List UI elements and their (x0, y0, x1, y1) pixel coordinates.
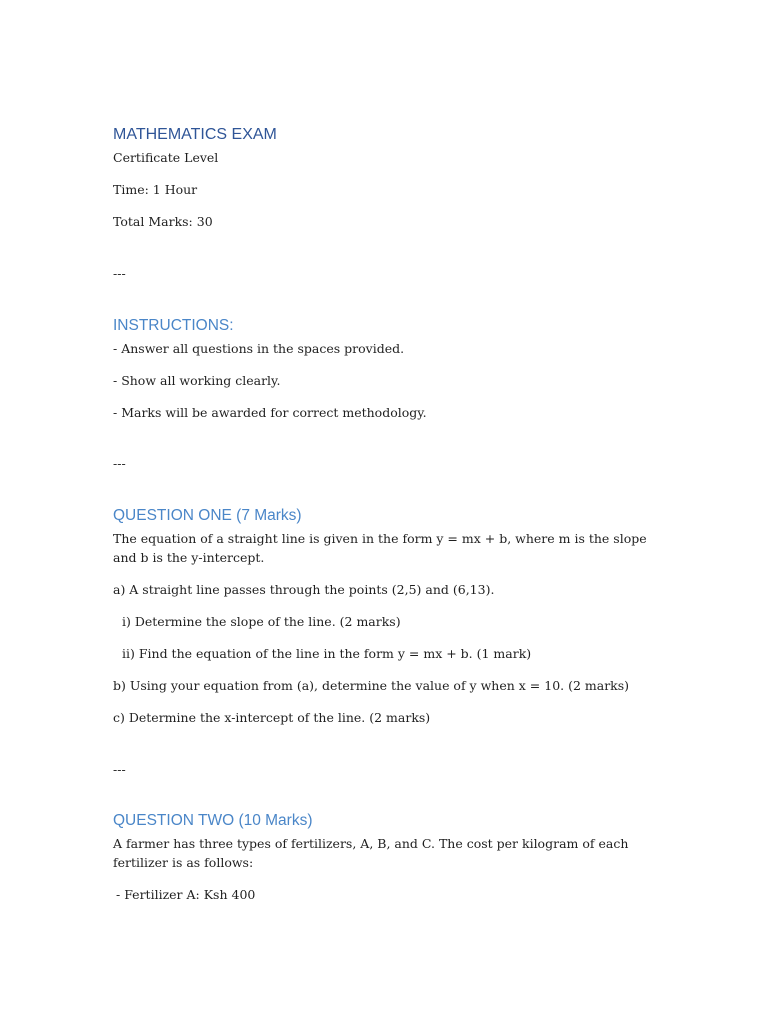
divider: --- (113, 456, 126, 471)
question-two-intro: A farmer has three types of fertilizers, A, B, and C. The cost per kilogram of each fertilizer is as follows: (113, 836, 629, 870)
instructions-heading: INSTRUCTIONS: (113, 317, 234, 334)
instruction-item: - Show all working clearly. (113, 373, 281, 388)
certificate-level: Certificate Level (113, 150, 219, 165)
question-one-part-b: b) Using your equation from (a), determine the value of y when x = 10. (2 marks) (113, 678, 630, 693)
fertilizer-item: - Fertilizer A: Ksh 400 (116, 887, 256, 902)
exam-time: Time: 1 Hour (113, 182, 198, 197)
question-one-part-a-ii: ii) Find the equation of the line in the form y = mx + b. (1 mark) (122, 646, 532, 661)
question-two-heading: QUESTION TWO (10 Marks) (113, 812, 313, 829)
divider: --- (113, 266, 126, 281)
question-one-intro: The equation of a straight line is given in the form y = mx + b, where m is the slope and b is the y-intercept. (113, 531, 647, 565)
question-one-heading: QUESTION ONE (7 Marks) (113, 507, 302, 524)
total-marks: Total Marks: 30 (113, 214, 213, 229)
divider: --- (113, 762, 126, 777)
exam-title: MATHEMATICS EXAM (113, 126, 277, 143)
question-one-part-a: a) A straight line passes through the points (2,5) and (6,13). (113, 582, 495, 597)
instruction-item: - Marks will be awarded for correct methodology. (113, 405, 427, 420)
question-one-part-c: c) Determine the x-intercept of the line. (2 marks) (113, 710, 431, 725)
instruction-item: - Answer all questions in the spaces provided. (113, 341, 405, 356)
question-one-part-a-i: i) Determine the slope of the line. (2 marks) (122, 614, 401, 629)
